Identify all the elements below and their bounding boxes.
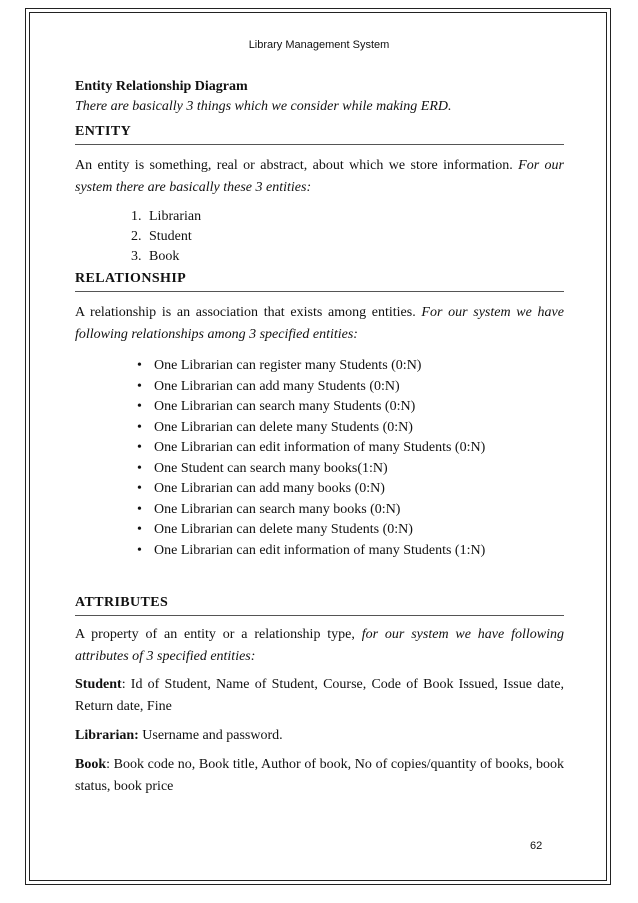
bullet-icon: • [137, 399, 142, 414]
relationship-list-item: • One Librarian can delete many Students (0:N) [75, 520, 564, 541]
book-label: Book [75, 757, 107, 772]
relationship-heading: RELATIONSHIP [75, 271, 564, 292]
relationship-list-item: • One Librarian can search many books (0:N) [75, 500, 564, 521]
bullet-icon: • [137, 542, 142, 558]
page-header: Library Management System [248, 39, 390, 51]
book-text: : Book code no, Book title, Author of book, No of copies/quantity of books, book status, book price [75, 757, 564, 794]
librarian-label: Librarian: [75, 728, 139, 743]
erd-intro: There are basically 3 things which we consider while making ERD. [75, 99, 452, 114]
entity-paragraph-text: An entity is something, real or abstract, about which we store information. [75, 158, 519, 173]
attributes-paragraph-italic: for our system we have following attributes of 3 specified entities: [75, 627, 564, 664]
relationship-list [75, 356, 564, 561]
relationship-list-item: • One Librarian can add many Students (0:N) [75, 377, 564, 398]
relationship-list-item: • One Student can search many books(1:N) [75, 459, 564, 480]
bullet-icon: • [137, 481, 142, 496]
librarian-text: Username and password. [138, 728, 283, 743]
attributes-paragraph [75, 624, 564, 668]
entity-list-item: 2. Student [145, 227, 564, 247]
entity-list-item: 3. Book [145, 247, 564, 267]
relationship-list-item: • One Librarian can edit information of many Students (0:N) [75, 438, 564, 459]
bullet-icon: • [137, 378, 142, 394]
bullet-icon: • [137, 358, 142, 373]
relationship-paragraph-italic: For our system we have following relationships among 3 specified entities: [75, 305, 564, 342]
relationship-paragraph-text: A relationship is an association that exists among entities. [75, 305, 422, 320]
book-attributes [75, 754, 564, 798]
bullet-icon: • [137, 460, 142, 476]
entity-paragraph [75, 155, 564, 199]
librarian-attributes [75, 725, 564, 747]
relationship-list-item: • One Librarian can delete many Students (0:N) [75, 418, 564, 439]
student-text: : Id of Student, Name of Student, Course, Code of Book Issued, Issue date, Return date, Fine [75, 677, 564, 714]
relationship-list-item: • One Librarian can search many Students (0:N) [75, 397, 564, 418]
relationship-paragraph [75, 302, 564, 346]
erd-title: Entity Relationship Diagram [75, 79, 248, 94]
document-body [75, 78, 564, 798]
bullet-icon: • [137, 501, 142, 517]
relationship-list-item: • One Librarian can register many Students (0:N) [75, 356, 564, 377]
attributes-paragraph-text: A property of an entity or a relationship type, [75, 627, 362, 642]
relationship-list-item: • One Librarian can add many books (0:N) [75, 479, 564, 500]
entity-paragraph-italic: For our system there are basically these 3 entities: [75, 158, 564, 195]
entity-list [75, 207, 564, 267]
entity-list-item: 1. Librarian [145, 207, 564, 227]
bullet-icon: • [137, 440, 142, 455]
relationship-list-item: • One Librarian can edit information of many Students (1:N) [75, 541, 564, 562]
student-label: Student [75, 677, 122, 692]
bullet-icon: • [137, 522, 142, 537]
page-number: 62 [530, 840, 543, 852]
entity-heading: ENTITY [75, 124, 564, 145]
bullet-icon: • [137, 419, 142, 435]
student-attributes [75, 674, 564, 718]
attributes-heading: ATTRIBUTES [75, 595, 564, 616]
